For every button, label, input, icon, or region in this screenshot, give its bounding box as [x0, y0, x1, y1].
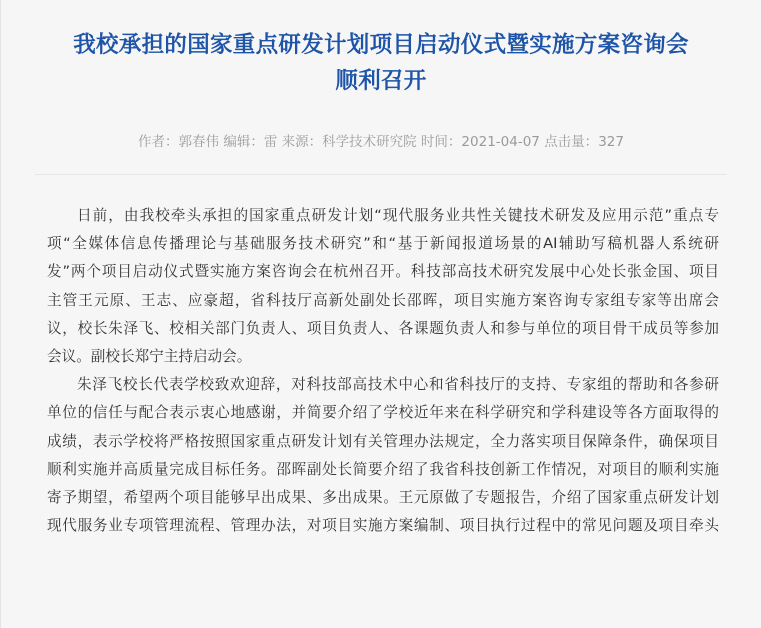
- paragraph-2-line: 单位的信任与配合表示衷心地感谢，并简要介绍了学校近年来在科学研究和学科建设等各方面取得的: [47, 404, 719, 422]
- paragraph-1-line: 主管王元原、王志、应豪超，省科技厅高新处副处长邵晖，项目实施方案咨询专家组专家等出席会: [47, 291, 719, 309]
- article-title-line-2: 顺利召开: [335, 68, 427, 94]
- paragraph-2: [47, 371, 719, 540]
- paragraph-2-line: 寄予期望，希望两个项目能够早出成果、多出成果。王元原做了专题报告，介绍了国家重点研发计划: [47, 488, 719, 506]
- paragraph-1-line: 议，校长朱泽飞、校相关部门负责人、项目负责人、各课题负责人和参与单位的项目骨干成员等参加: [47, 319, 719, 337]
- author-label: 作者：: [138, 134, 179, 150]
- paragraph-2-line: 成绩，表示学校将严格按照国家重点研发计划有关管理办法规定，全力落实项目保障条件，确保项目: [47, 432, 719, 450]
- paragraph-2-line: 顺利实施并高质量完成目标任务。邵晖副处长简要介绍了我省科技创新工作情况，对项目的顺利实施: [47, 460, 719, 478]
- source-value: 科学技术研究院: [322, 134, 417, 150]
- editor-value: 雷: [263, 134, 278, 150]
- paragraph-1-line: 会议。副校长郑宁主持启动会。: [47, 347, 252, 365]
- views-label: 点击量：: [544, 134, 599, 150]
- paragraph-2-line: 朱泽飞校长代表学校致欢迎辞，对科技部高技术中心和省科技厅的支持、专家组的帮助和各参研: [77, 376, 719, 394]
- paragraph-1-line: 日前，由我校牵头承担的国家重点研发计划“现代服务业共性关键技术研发及应用示范”重点专: [77, 207, 719, 224]
- time-value: 2021-04-07: [461, 134, 540, 150]
- paragraph-1: [47, 202, 719, 371]
- article-title: [41, 27, 721, 99]
- editor-label: 编辑：: [223, 134, 264, 150]
- paragraph-2-line: 现代服务业专项管理流程、管理办法，对项目实施方案编制、项目执行过程中的常见问题及项目牵头: [47, 517, 719, 535]
- views-value: 327: [598, 134, 624, 150]
- article-meta: [1, 131, 761, 153]
- time-label: 时间：: [420, 134, 462, 150]
- author-value: 郭春伟: [178, 134, 220, 150]
- meta-divider: [35, 174, 727, 175]
- paragraph-1-line: 发”两个项目启动仪式暨实施方案咨询会在杭州召开。科技部高技术研究发展中心处长张金国、项目: [47, 263, 719, 281]
- article-body: [47, 202, 719, 540]
- source-label: 来源：: [281, 134, 323, 150]
- article-title-line-1: 我校承担的国家重点研发计划项目启动仪式暨实施方案咨询会: [73, 32, 689, 58]
- paragraph-1-line: 项“全媒体信息传播理论与基础服务技术研究”和“基于新闻报道场景的AI辅助写稿机器人系统研: [47, 235, 719, 253]
